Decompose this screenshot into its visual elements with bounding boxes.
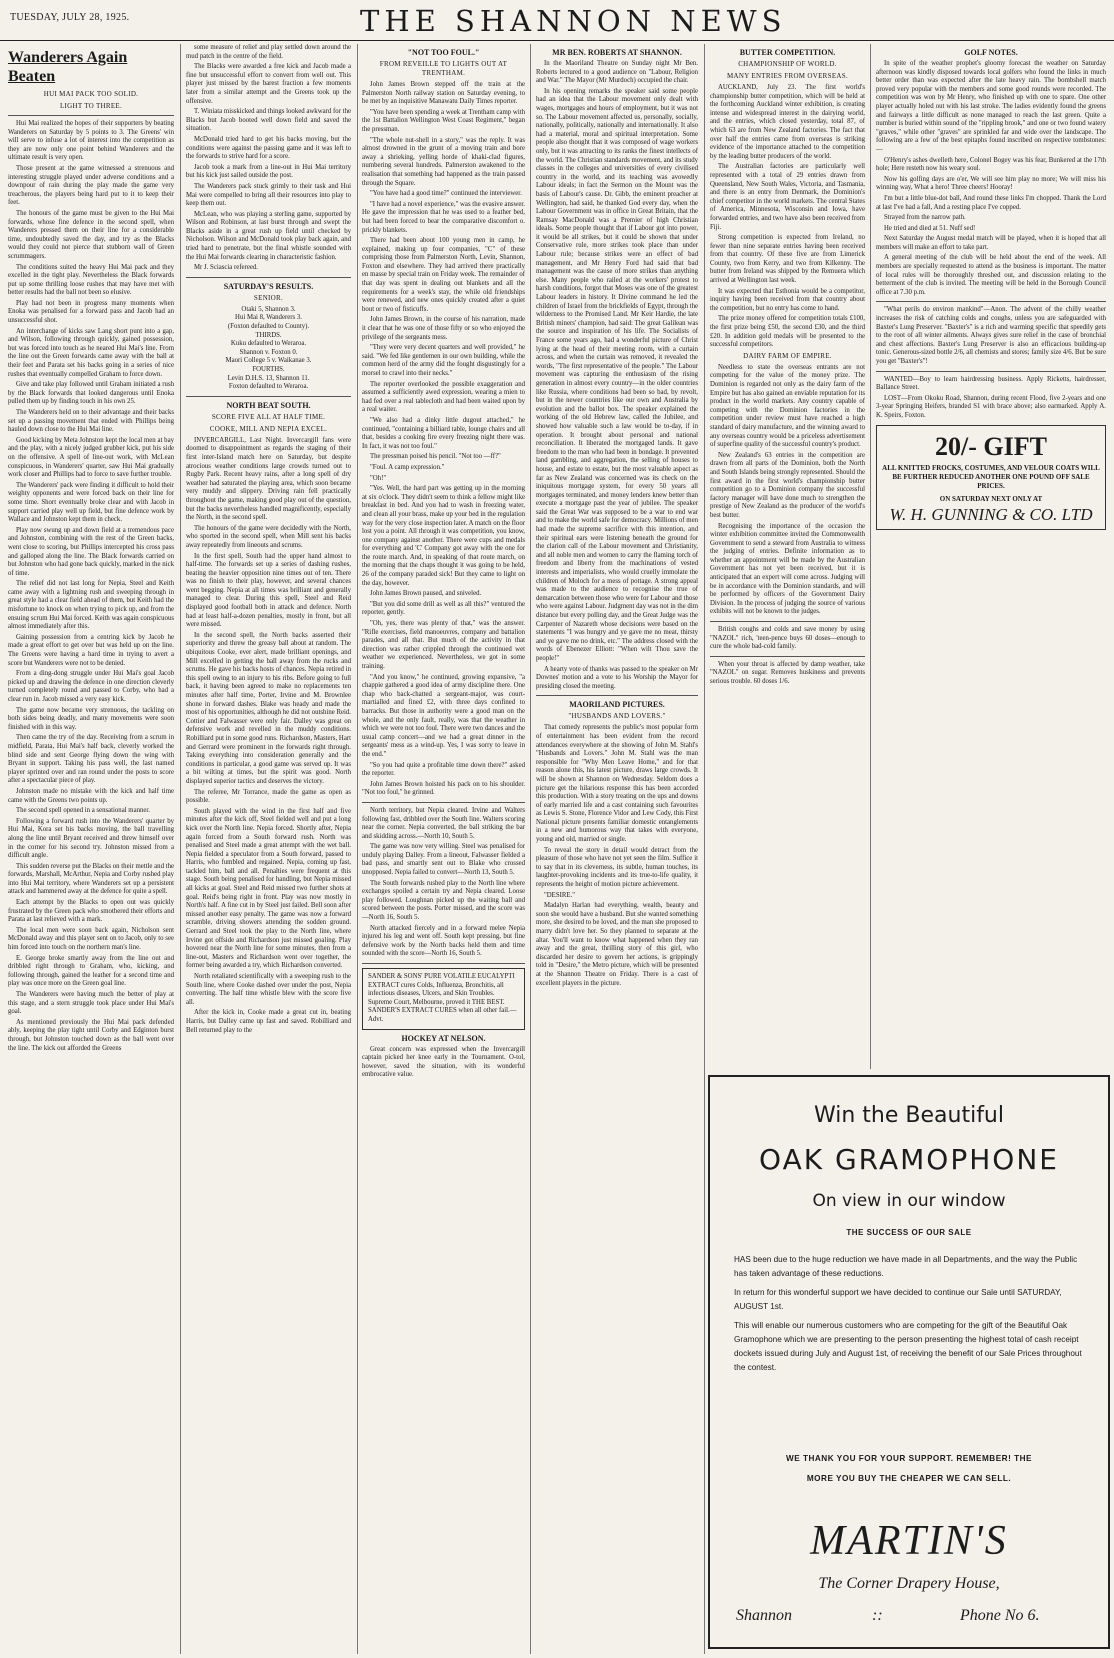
- article-paragraph: This sudden reverse put the Blacks on their mettle and the forwards, Marshall, McArthur, Nepia and Corby rushed play into Hui Mai territory, where Wanderers set up a persistent attack and hammered away at the defence for quite a spell.: [8, 862, 174, 896]
- article-paragraph: Gaining possession from a centring kick by Jacob he made a great effort to get over but was held up on the line. The Greens were having a hard time in trying to avert a score but Wanderers were not to be denied.: [8, 633, 174, 667]
- article-paragraph: The Wanderers' pack were finding it difficult to hold their weighty opponents and were forced back on their line for some time. Short eventually broke clear and with Jacob in support carried play well up field, but fine defence work by Wallace and Johnston kept them in check.: [8, 481, 174, 524]
- separator: [876, 301, 1106, 302]
- article-paragraph: Jacob took a mark from a line-out in Hui Mai territory but his kick just sailed outside the post.: [186, 163, 351, 180]
- separator: [186, 277, 351, 278]
- article-paragraph: "And you know," he continued, growing expansive, "a chappie gathered a good idea of army discipline there. One chap who back-chatted a sergeant-major, was court-martialled and fined £2, with three days confined to barracks. But those in authority were a good man on the whole, and the only fault, really, was that the weather in which we were not too foul. There were two dances and the usual camp concert—and we had a great dinner in the sergeants' mess as a wind-up. Yes, I was sorry to leave in the end.": [362, 673, 525, 758]
- gram-win-line: Win the Beautiful: [813, 1103, 1004, 1128]
- separator: [186, 396, 351, 397]
- article-paragraph: In his opening remarks the speaker said some people had an idea that the Labour movement only dealt with wages, mortgages and hours of employment, but it was not so. The Labour movement affected us, personally, socially, nationally, politically, nationally and internationally. It also had a material, moral and spiritual interpretation. Some people also thought that it was composed of wage workers only, but it was attracting to its ranks the finest intellects of the world. The Christian standards movement, and its study classes in the colleges and universities of every civilised country in the world, and its teaching was avowedly Labour ideals; in fact the Sermon on the Mount was the basis of Labour's cause. Dr. Gibb, the eminent preacher at Wellington, had said, he thanked God every day, when the Labour Government was in office in Great Britain, that the Ramsay MacDonald was a Premier of high Christian ideals. Some people thought that if Labour got into power, it would be all strikes, but it could be shown that under Conservative rule, more strikes took place than under Labour rule; because strikes were an effect of bad management, and Mr Henry Ford had said that bad management was the cause of more strikes than anything else. Many people who railed at the workers' protest to harsh conditions, forgot that Moses was one of the greatest Labour leaders in history. It Divine command he led the children of Israel from the brickfields of Egypt, through the wilderness to the Promised Land. Mr Keir Hardie, the late British miners' champion, had said: The great Galilean was the source and inspiration of his life. The Socialists of France some years ago, had a wonderful picture of Christ lying at the head of their meeting room, with a curtain across, and when the curtain was removed, it revealed the words, "The first representative of the people." The Labour movement was capturing the enthusiasm of the rising generation in almost every country—in the older countries like Russia, where conditions had been so bad, by revolt, but in the newer countries like our own and Australia by evolution and the ballot box. The speaker explained the working of the old Hebrew law, called the Jubilee, and showed how valuable such a law would be to-day, if in operation. It brought about personal and national reconciliation. It liberated the mortgaged lands. It gave freedom to the man who had been in bondage. It prevented land gambling, and aggregation, the selling of houses to house, and estate to estate, but the most valuable aspect as far as New Zealand was concerned was its check on the iniquitous mortgage system, for every 50 years all mortgages terminated, and money lenders knew better than execute a mortgage past the year of jubilee. The speaker said the Great War was supposed to be a war to end war and to make the world safe for democracy. Millions of men had made the supreme sacrifice with this intention, and their spiritual ears were listening beneath the ground for the clarion call of the Labour movement and Christianity, and all noble men and women to carry the flaming torch of freedom and liberty from the machinations of vested interests and imperialists, who would cruelly immolate the children of Moloch for a mess of pottage. A strong appeal was made to the audience to recognise the true of demarcation between those who were for Labour and those who were against Labour. Judgment day was not in the dim distance but every polling day, and the Great Judge was the Carpenter of Nazareth whose decisions were based on the statements "I was hungry and ye gave me no meat, thirsty and ye gave me no drink, etc." The address closed with the words of Ebenezer Elliott: "When wilt Thou save the people!": [536, 87, 698, 662]
- gram-paragraph: HAS been due to the huge reduction we have made in all Departments, and the way the Public has taken advantage of these reductions.: [734, 1255, 1078, 1278]
- gram-thanks: [710, 1449, 1108, 1489]
- headline-wanderers: Wanderers Again Beaten: [8, 49, 128, 85]
- article-paragraph: Play now swung up and down field at a tremendous pace and Johnston, combining with the rest of the Green backs, went close to scoring, but Phillips intercepted his cross pass and galloped along the line. The Black forwards carried on but Johnston who had gone back quickly, marked in the nick of time.: [8, 526, 174, 577]
- headline-ben-roberts: MR BEN. ROBERTS AT SHANNON.: [552, 48, 682, 57]
- article-body: [362, 807, 525, 959]
- article-paragraph: North retaliated scientifically with a sweeping rush to the South line, where Cooke dashed over under the post, Nepia converting. The half time whistle blew with the score five all.: [186, 973, 351, 1006]
- issue-date: TUESDAY, JULY 28, 1925.: [10, 12, 130, 23]
- separator: [362, 963, 525, 964]
- article-paragraph: Needless to state the overseas entrants are not competing for the value of the money prize. The Dominion is regarded not only as the dairy farm of the Empire but has also gained an enviable reputation for its product in the world markets. Any country capable of competing with the Dominion factories in the competition under review must have reached a high standard of dairy manufacture, and the winning award to any overseas country would be a priceless advertisement of superfine quality of the successful country's product.: [710, 363, 865, 449]
- article-paragraph: Great concern was expressed when the Invercargill captain picked her knee early in the Tournament. O-tol, however, saved the situation, with its wonderful embrocative value.: [362, 1045, 525, 1079]
- article-paragraph: He tried and died at 51. Nuff sed!: [884, 224, 976, 232]
- article-paragraph: "The whole nut-shell in a story," was the reply. It was almost drowned in the grunt of a moving train and bore away a shrieking, yelling horde of khaki-clad figures, numbering several hundreds. Palmerston awakened to the realisation that something had happened as the train passed through the Square.: [362, 136, 525, 187]
- article-paragraph: "So you had quite a profitable time down there?" asked the reporter.: [362, 761, 525, 778]
- gram-paragraph: In return for this wonderful support we have decided to continue our Sale until SATURDAY, AUGUST 1st.: [734, 1288, 1062, 1311]
- article-body: [710, 364, 865, 617]
- separator: [710, 621, 865, 622]
- subhead: LIGHT TO THREE.: [59, 102, 123, 110]
- gift-details: ALL KNITTED FROCKS, COSTUMES, AND VELOUR COATS WILL BE FURTHER REDUCED ANOTHER ONE POUND OFF SALE PRICES.: [882, 463, 1100, 490]
- headline-butter-competition: BUTTER COMPETITION.: [739, 48, 836, 57]
- column-roberts-lecture: [536, 44, 698, 1656]
- article-paragraph: The Australian factories are particularly well represented with a total of 29 entries drawn from Queensland, New South Wales, Victoria, and Tasmania, and there is an entry from Denmark, the Dominion's chief competitor in the world markets. The central States of America, Minnesota, Wisconsin and Iowa, have forwarded entries, and two have also been received from Fiji.: [710, 163, 865, 231]
- article-paragraph: "They were very decent quarters and well provided," he said. "We fed like gentlemen in our own building, while the common herd of the army did the fought disgustingly for a morsel to crawl into their necks.": [362, 344, 525, 377]
- article-paragraph: McDonald tried hard to get his backs moving, but the conditions were against the passing game and it was left to the forwards to strive hard for a score.: [186, 135, 351, 161]
- article-paragraph: The Wanderers were having much the better of play at this stage, and a stern struggle took place under Hui Mai's goal.: [8, 991, 174, 1016]
- gram-success-heading: THE SUCCESS OF OUR SALE: [846, 1228, 972, 1237]
- gram-store-tagline: The Corner Drapery House,: [818, 1575, 1000, 1592]
- article-paragraph: The prize money offered for competition totals £100, the first prize being £50, the second £30, and the third £20. In addition gold medals will be presented to the successful competitors.: [710, 315, 865, 349]
- article-paragraph: The pressman poised his pencil. "Not too —ff?": [370, 453, 501, 461]
- article-paragraph: "But you did some drill as well as all this?" ventured the reporter, gently.: [362, 600, 525, 617]
- headline-not-too-foul: "NOT TOO FOUL.": [407, 48, 480, 57]
- article-paragraph: Play had not been in progress many moments when Enoka was penalised for a forward pass and Jacob had an unsuccessful shot.: [8, 299, 174, 325]
- advert-nazol-throat: When your throat is affected by damp weather, take "NAZOL" on sugar. Removes huskiness and prevents serious trouble. 60 doses 1/6.: [710, 660, 865, 685]
- article-paragraph: Then came the try of the day. Receiving from a scrum in midfield, Parata, Hui Mai's half back, cleverly worked the blind side and sent George flying down the wing with Bryant in support. Taking his pass well, the last named player sprinted over and ran round under the posts to score after a spectacular piece of play.: [8, 734, 174, 785]
- result-line: Hui Mai 8, Wanderers 3.: [235, 314, 302, 322]
- article-paragraph: The game now became very strenuous, the tackling on both sides being deadly, and many movements were soon finished with in this way.: [8, 706, 174, 731]
- article-paragraph: A hearty vote of thanks was passed to the speaker on Mr Downes' motion and a vote to his Worship the Mayor for presiding closed the meeting.: [536, 665, 698, 690]
- subhead: "HUSBANDS AND LOVERS.": [568, 712, 666, 721]
- article-paragraph: "Yes. Well, the hard part was getting up in the morning at six o'clock. They didn't seem to think a fellow might like breakfast in bed. And you had to wash in freezing water, and clean all your brass, make up your bed in the regulation way for the very close inspection later. A match on the floor lost you a point. All through it was competition, you know, one company against another. There were cups and medals for everything and 'C' Company got away with the one for the route march. And, in speaking of that route march, on the morning that the chaps thought it was going to be held, 26 of the company paraded sick! But they came to light on the day, however.: [362, 485, 525, 587]
- headline-saturday-results: SATURDAY'S RESULTS.: [223, 281, 314, 291]
- article-paragraph: In spite of the weather prophet's gloomy forecast the weather on Saturday afternoon was kindly disposed towards local golfers who found the links in much better order than was expected after the late heavy rain. The bombshell match proved very popular with the members and some good rounds were recorded. The competition was won by Mr Henry, who finished up with one to spare. One other player actually holed out with his last stroke. The ladies evidently found the greens and fairways a little difficult as none managed to reach the last green. Quite a number is buried within sound of the "rippling brook," and one or two found watery "graves," while other "graves" are sprinkled far and wide over the landscape. The following are a few of the best epitaphs found inscribed on respective tombstones:—: [876, 60, 1106, 153]
- article-body: [186, 437, 351, 1035]
- article-paragraph: John James Brown, in the course of his narration, made it clear that he was one of those fifty or so who enjoyed the privilege of the sergeants mess.: [362, 316, 525, 341]
- article-paragraph: Madalyn Harlan had everything, wealth, beauty and soon she would have a husband. But she wanted something more, she desired to be loved, and the man she proposed to marry didn't love her. So they planned to separate at the altar. You'll want to know what happened when they ran away and the great, thrilling story of this girl, who discarded her desire to govern her actions, is grippingly told in "Desire," the Metro picture, which will be presented at the Shannon Theatre on Friday. There is a cast of excellent players in the picture.: [536, 902, 698, 987]
- gram-thanks-line: WE THANK YOU FOR YOUR SUPPORT. REMEMBER! THE: [786, 1454, 1032, 1463]
- article-paragraph: It was expected that Esthonia would be a competitor, inquiry having been received from that country about the competition, but no entry has come to hand.: [710, 287, 865, 312]
- column-butter: [710, 44, 865, 1069]
- article-body: [876, 60, 1106, 297]
- article-body: [362, 81, 525, 798]
- separator: [8, 115, 174, 116]
- gift-when: ON SATURDAY NEXT ONLY AT: [939, 494, 1043, 503]
- gram-town: Shannon: [736, 1607, 792, 1624]
- article-paragraph: Strong competition is expected from Ireland, no fewer than nine separate entries having been received from that country. Of these five are from Limerick County, two from Kerry, and two from Kilkenny. The butter from Ireland was shipped by the Remuera which arrived at Wellington last week.: [710, 234, 865, 285]
- article-paragraph: O'Henry's ashes dwelleth here, Colonel Bogey was his fear, Bunkered at the 17th hole; Here resteth now his weary soul.: [876, 156, 1106, 173]
- article-paragraph: Next Saturday the August medal match will be played, when it is hoped that all members will make an effort to take part.: [876, 235, 1106, 251]
- headline-golf-notes: GOLF NOTES.: [964, 48, 1018, 57]
- article-paragraph: Following a forward rush into the Wanderers' quarter by Hui Mai, Kora set his backs moving, the ball travelling along the line until Bryant received and threw himself over in the corner for his second try. Johnston missed from a difficult angle.: [8, 817, 174, 860]
- article-paragraph: The conditions suited the heavy Hui Mai pack and they excelled in the tight play. Nevertheless the Black forwards put up some thrilling loose rushes that may have met with better results had the ball not been so elusive.: [8, 263, 174, 297]
- classified-wanted: WANTED—Boy to learn hairdressing business. Apply Ricketts, hairdresser, Ballance Street.: [876, 375, 1106, 392]
- gram-body: [734, 1253, 1084, 1380]
- article-paragraph: McLean, who was playing a sterling game, supported by Wilson and Robinson, at last burst through and swept the Blacks aside in a great rush up field until checked by Nicholson. Wilson and McDonald took play back again, and tried hard to penetrate, but the final whistle sounded with the Hui Mai forwards clearing in characteristic fashion.: [186, 210, 351, 261]
- article-body: [8, 120, 174, 1053]
- subhead: CHAMPIONSHIP OF WORLD.: [738, 60, 837, 68]
- article-paragraph: The referee, Mr Torrance, made the game as open as possible.: [186, 788, 351, 805]
- article-paragraph: "You have had a good time?" continued the interviewer.: [370, 190, 522, 198]
- article-paragraph: In the Maoriland Theatre on Sunday night Mr Ben. Roberts lectured to a good audience on "Labour, Religion and War." The Mayor (Mr Murdoch) occupied the chair.: [536, 60, 698, 85]
- article-paragraph: To reveal the story in detail would detract from the pleasure of those who have not yet seen the film. Suffice it to say that in its cleverness, its subtle, human touches, its laughter-provoking incidents and its true-to-life quality, it represents the height of motion picture achievement.: [536, 846, 698, 889]
- article-paragraph: John James Brown hoisted his pack on to his shoulder. "Not too foul," he grinned.: [362, 780, 525, 797]
- article-paragraph: In the second spell, the North backs asserted their superiority and threw the greasy ball about at random. The ubiquitous Cooke, ever alert, made brilliant openings, and Mill excelled in getting the ball away from the rucks and scrums. He gave his backs hosts of chances. Nepia retired in this spell owing to an injury to his ribs. Before going to full back, it having been agreed to make no replacements ten minutes after half time, Porter, Irvine and M. Brownlee shone in forward dashes. Blake was heady and made the most of his opportunities, although he did not outshine Reid. Cottier and Falwasser were only fair. Dalley was great on defensive work and revelled in the muddy conditions. Robilliard put in some good runs. Richardson, Masters, Hart and Gerrard were prominent in the forwards right through. Taking everything into consideration generally and the conditions in particular, a good game was served up. It was a bit wilting at times, but the spirit was good. North displayed superior tactics and deserves the victory.: [186, 631, 351, 785]
- gram-title: OAK GRAMOPHONE: [759, 1143, 1059, 1176]
- article-paragraph: After the kick in, Cooke made a great cut in, beating Harris, but Dalley came up fast and saved. Robilliard and Bell returned play to the: [186, 1009, 351, 1034]
- article-paragraph: INVERCARGILL, Last Night. Invercargill fans were doomed to disappointment as regards the staging of their first inter-Island match here on Saturday, but despite atrocious weather conditions large crowds turned out to Rugby Park. Recent heavy rains, after a long spell of dry weather had saturated the playing area, which soon became very muddy and slippery. Driving rain fell practically throughout the game, making good play out of the question, but the backs nevertheless handled magnificently, especially the North, in the second spell.: [186, 436, 351, 522]
- article-paragraph: That comedy represents the public's most popular form of entertainment has been evident from the record attendances everywhere at the showing of John M. Stahl's "Husbands and Lovers." John M. Stahl was the man responsible for "Why Men Leave Home," and for that reason alone this, his latest picture, draws large crowds. It will be shown at Shannon on Wednesday. Seldom does a picture get the hilarious response this has been accorded this production. With a story treating on the ups and downs of early married life and a cast containing such favourites as Lewis S. Stone, Florence Vidor and Lew Cody, this First National picture presents familiar domestic entanglements in a new and humorous way that takes with everyone, young and old, married or single.: [536, 724, 698, 844]
- subhead: MANY ENTRIES FROM OVERSEAS.: [726, 72, 849, 80]
- subhead-senior: SENIOR.: [253, 293, 284, 302]
- result-line: FOURTHS.: [252, 366, 285, 373]
- article-paragraph: Those present at the game witnessed a strenuous and interesting struggle played under adverse conditions and a downpour of rain during the play made the game very treacherous, the players being hard put to it to keep their feet.: [8, 164, 174, 207]
- article-paragraph: The Wanderers pack stuck grimly to their task and Hui Mai were compelled to bring all their resources into play to keep them out.: [186, 182, 351, 208]
- article-paragraph: North territory, but Nepia cleared. Irvine and Walters following fast, dribbled over the South line. Walters scoring near the corner. Nepia converted, the ball striking the bar and skidding across.—North 10, South 5.: [362, 806, 525, 840]
- article-paragraph: "DESIRE.": [544, 891, 576, 899]
- article-body: [186, 44, 351, 273]
- gram-paragraph: This will enable our numerous customers who are competing for the gift of the Beautiful Oak Gramophone which we are presenting to the person presenting the highest total of cash receipt dockets issued during July and August 1st, of receiving the benefit of our Sale Prices throughout the contest.: [734, 1321, 1082, 1372]
- subhead: FROM REVEILLE TO LIGHTS OUT AT TRENTHAM.: [379, 60, 508, 77]
- article-paragraph: In the first spell, South had the upper hand almost to half-time. The forwards set up a series of dashing rushes, beating the heavier opposition nine times out of ten. There was no finish to their play, however, and several chances went begging. Nepia at all times was brilliant and generally managed to clear. During this spell, Steel and Reid displayed good football both in attack and defence. North had at least half-a-dozen penalties, mostly in front, but all were missed.: [186, 552, 351, 629]
- column-wanderers-report: [8, 44, 174, 1656]
- article-paragraph: The South forwards rushed play to the North line where exchanges spoiled a certain try and Nepia cleared. Loose play followed. Loughnan picked up the waiting ball and scored between the posts. Porter missed, and the score was—North 16, South 5.: [362, 879, 525, 922]
- article-paragraph: A general meeting of the club will be held about the end of the week. All members are specially requested to attend as the business is important. The matter of local rules will be thoroughly threshed out, and discussion relating to the betterment of the club is invited. The meeting will be held in the Borough Council office at 7.30 p.m.: [876, 254, 1106, 296]
- article-paragraph: The relief did not last long for Nepia, Steel and Keith came away with a lightning rush and sweeping through in great style had a clear field ahead of them, but Keith had the misfortune to knock on when trying to pick up, and from the ensuing scrum Hui Mai forced. Keith was again conspicuous almost immediately after this.: [8, 580, 174, 631]
- result-line: Otaki 5, Shannon 3.: [241, 305, 296, 313]
- separator: [710, 656, 865, 657]
- column-rule: [357, 44, 358, 1654]
- article-paragraph: The local men were soon back again, Nicholson sent McDonald away and this player sent on to Jacob, only to see him forced into touch on the northern man's line.: [8, 926, 174, 952]
- article-paragraph: "You have been spending a week at Trentham camp with the 1st Battalion Wellington West Coast Regiment," began the pressman.: [362, 108, 525, 133]
- article-paragraph: There had been about 100 young men in camp, he explained, making up four companies, "C" of these comprising those from Palmerston North, Levin, Shannon, Foxton and elsewhere. They had arrived there practically en masse by special train on Friday week. The remainder of that day was spent in dealing out blankets and all the requirements for a week's stay, the while old friendships were renewed, and new ones quickly created after a quiet bout or two of fisticuffs.: [362, 237, 525, 313]
- column-rule: [180, 44, 181, 1654]
- article-paragraph: AUCKLAND, July 23. The first world's championship butter competition, which will be held at the forthcoming Auckland winter exhibition, is creating intense and widespread interest in the dairying world, and the entries, which closed yesterday, total 87, of which 63 are from New Zealand factories. The fact that over half the entries came from overseas is striking evidence of the importance attached to the competition by the leading butter producers of the world.: [710, 84, 865, 160]
- article-body: [536, 724, 698, 988]
- separator: [536, 695, 698, 696]
- gram-view-line: On view in our window: [812, 1191, 1006, 1211]
- result-line: Maori College 5 v. Waikanae 3.: [225, 357, 312, 365]
- article-paragraph: New Zealand's 63 entries in the competition are drawn from all parts of the Dominion, both the North and South Islands being strongly represented. Should the first award in the first world's championship butter competition go to a Dominion company the successful factory manager will have done much to strengthen the prestige of New Zealand as the producer of the world's best butter.: [710, 451, 865, 519]
- article-paragraph: some measure of relief and play settled down around the mud patch in the centre of the field.: [186, 44, 351, 60]
- article-paragraph: "We also had a dinky little dugout attached," he continued, "containing a billiard table, lounge chairs and all that, besides a cooking fire every freezing night there was. In fact, it was not too foul.": [362, 416, 525, 450]
- article-paragraph: As mentioned previously the Hui Mai pack defended ably, keeping the play tight until Corby and Edginton burst through, but Johnston touched down as the ball went over the line. The kick out afforded the Greens: [8, 1018, 174, 1052]
- separator: [362, 802, 525, 803]
- article-paragraph: Johnston made no mistake with the kick and half time came with the Greens two points up.: [8, 787, 174, 804]
- separator: [876, 371, 1106, 372]
- subhead: SCORE FIVE ALL AT HALF TIME.: [211, 412, 326, 421]
- article-paragraph: John James Brown paused, and sniveled.: [370, 590, 482, 598]
- article-body: [710, 84, 865, 350]
- headline-maoriland-pictures: MAORILAND PICTURES.: [569, 700, 665, 710]
- advert-gunning-gift: [876, 425, 1106, 530]
- column-rule: [530, 44, 531, 1654]
- subhead: HUI MAI PACK TOO SOLID.: [43, 90, 139, 98]
- article-paragraph: Strayed from the narrow path.: [884, 214, 966, 222]
- article-paragraph: "Oh!": [370, 474, 387, 482]
- article-paragraph: Give and take play followed until Graham initiated a rush by the Black forwards that looked dangerous until Enoka pulled them up by finding touch in his own 25.: [8, 381, 174, 406]
- article-paragraph: The honours of the game must be given to the Hui Mai forwards, whose fine defence in the second spell, when Wanderers pressed them on their line for a considerable time, undoubtedly saved the day, and try as the Blacks would they could not pierce that stubborn wall of Green scrummagers.: [8, 209, 174, 260]
- article-paragraph: North attacked fiercely and in a forward melee Nepia injured his leg and went off. South kept pressing, but fine defensive work by the North backs held them and time sounded with the score—North 16, South 5.: [362, 924, 525, 958]
- article-paragraph: From a ding-dong struggle under Hui Mai's goal Jacob picked up and drawing the defence in one direction cleverly turned completely round and passed to Corby, who had a clear run in. Jacob missed a very easy kick.: [8, 670, 174, 703]
- article-paragraph: E. George broke smartly away from the line out and dribbled right through to Graham, who, kicking, and following through, gained the leather for a second time and play was once more on the Green goal line.: [8, 954, 174, 988]
- article-paragraph: The Blacks were awarded a free kick and Jacob made a fine but unsuccessful effort to convert from well out. This player just missed by the barest fraction a few moments later from a similar attempt and the Greens took up the offensive.: [186, 63, 351, 105]
- results-list: [186, 306, 351, 392]
- gift-firm-name: W. H. GUNNING & CO. LTD: [889, 504, 1093, 524]
- headline-north-beat-south: NORTH BEAT SOUTH.: [226, 400, 311, 410]
- article-paragraph: Good kicking by Meta Johnston kept the local men at bay and the play, with a nicely judged grubber kick, put his side on the offensive. A spell of line-out work, with McLean conspicuous, in Wanderers' quarter, saw Hui Mai gradually work closer and Phillips had to force to save further trouble.: [8, 436, 174, 479]
- advert-nazol: British coughs and colds and save money by using "NAZOL" rich, 'teen-pence buys 60 doses—enough to cure the whole bad-cold family.: [710, 626, 865, 651]
- advert-baxters: "What perils do environ mankind"—Anon. The advent of the chilly weather increases the risk of catching colds and coughs, unless you are safeguarded with Baxter's Lung Preserver. "Baxter's" is a rich and warming specific that speedily gets to the root of all winter ailments. Always gives sure relief in the case of bronchial and chest affections. Baxter's Lung Preserver is also an efficacious building-up tonic. Generous-sized bottle 2/6, all chemists and stores; family size 4/6. But be sure you get "Baxter's"!: [876, 306, 1106, 365]
- article-paragraph: T. Winiata misskicked and things looked awkward for the Blacks but Jacob booted well down field and saved the situation.: [186, 108, 351, 133]
- article-paragraph: Now his golfing days are o'er, We will see him play no more; We will miss his winning way, What a hero! Three cheers! Hooray!: [876, 175, 1106, 192]
- column-rule: [704, 44, 705, 1654]
- advert-sanders-extract: SANDER & SONS' PURE VOLATILE EUCALYPTI EXTRACT cures Colds, Influenza, Bronchitis, all infectious diseases, Ulcers, and Skin Troubles. Supreme Court, Melbourne, proved it THE BEST. SANDER'S EXTRACT CURES when all other fail.—Advt.: [362, 968, 525, 1030]
- article-paragraph: Mr J. Sciascia refereed.: [194, 264, 258, 272]
- article-paragraph: South played with the wind in the first half and five minutes after the kick off, Steel fielded well and put a long kick over the North line. Nepia forced. Shortly after, Nepia again forced from a South forward rush. North was penalised and Steel made a great attempt with the wet ball. Nepia fielded a speculator from a South forward, passed to Harris, who fumbled and regained. Nepia, coming up fast, tackled him, ball and all. Penalties were frequent at this stage. South being penalised for handling, but Nepia missed all kicks at goal. Steel and Reid missed two further shots at goal. Reid's being right in front. Play was now mostly in North's half. A fine cut in by Steel just failed. Bell soon after missed another easy penalty. The game was now a forward scramble, driving showers attending the sodden ground. Gerrard and Steel took the play to the North line, where Irvine got offside and Richardson just missed goaling. Play hovered near the North line for some minutes, then from a line-out, Masters and Richardson went over together, the former being awarded a try, which Richardson converted.: [186, 807, 351, 970]
- article-paragraph: The reporter overlooked the possible exaggeration and assumed a sufficiently awed expression, wearing a mien to had fed over a real tablecloth and had been waited upon by a real waiter.: [362, 380, 525, 414]
- article-body: [536, 60, 698, 691]
- result-line: Foxton defaulted to Weraroa.: [228, 383, 309, 391]
- article-paragraph: I'm but a little blue-dot ball, And round these links I'm chopped. Thank the Lord at last I've had a fall, And a resting place I've copped.: [876, 194, 1106, 211]
- masthead: [0, 0, 1114, 41]
- article-paragraph: "Oh, yes, there was plenty of that," was the answer. "Rifle exercises, field manoeuvres, company and battalion parades, and all that. But much of the activity in that direction was rather crippled through the continued wet weather we experienced. Nevertheless, we got in some training.: [362, 620, 525, 670]
- column-trentham: [362, 44, 525, 1656]
- result-line: (Foxton defaulted to County).: [227, 323, 310, 331]
- gram-store-name: MARTIN'S: [810, 1518, 1008, 1564]
- newspaper-title: THE SHANNON NEWS: [360, 4, 787, 38]
- result-line: Shannon v. Foxton 0.: [239, 348, 298, 356]
- article-paragraph: The Wanderers held on to their advantage and their backs set up a passing movement that ended with Phillips being hauled down close to the Hui Mai line.: [8, 409, 174, 434]
- article-paragraph: "I have had a novel experience," was the evasive answer. He gave the impression that he was used to a feather bed, but had been forced to bear the comparative discomfort o. prickly blankets.: [362, 200, 525, 234]
- article-paragraph: The honours of the game were decidedly with the North, who sported in the second spell, when Mill sent his backs away repeatedly from lineouts and scrums.: [186, 524, 351, 549]
- article-paragraph: An interchange of kicks saw Lang short punt into a gap, and Wilson, following through quickly, gained possession, but was forced into touch as he neared Hui Mai's line. From the line out the Green forwards came away with the ball at their feet and Parata set his backs going in a series of nice rushes that eventually compelled Graham to force down.: [8, 327, 174, 378]
- article-paragraph: Each attempt by the Blacks to open out was quickly frustrated by the Green pack who smothered their efforts and Parata at last relieved with a mark.: [8, 899, 174, 924]
- article-paragraph: "Foul. A camp expression.": [370, 463, 445, 471]
- advert-oak-gramophone: [708, 1075, 1110, 1649]
- article-paragraph: Hui Mai realized the hopes of their supporters by beating Wanderers on Saturday by 5 points to 3. The Greens' win will serve to infuse a lot of interest into the competition as they are now only one point behind Wanderers and the ultimate result is very open.: [8, 120, 174, 162]
- result-line: THIRDS.: [255, 331, 282, 339]
- article-paragraph: The second spell opened in a sensational manner.: [16, 807, 151, 815]
- gram-divider: ::: [872, 1607, 883, 1624]
- article-paragraph: Recognising the importance of the occasion the winter exhibition committee invited the Commonwealth Government to send a steward from Australia to witness the judging of entries. Definite information as to whether an appointment will be made by the Australian Government has not yet been received, but it is anticipated that an expert will come across. Judging will be in accordance with the Dominion standards, and will be performed by officers of the Government Dairy Division. In the process of judging the source of various exhibits will not be known to the judges.: [710, 522, 865, 616]
- column-golf: [876, 44, 1106, 1069]
- gift-amount: 20/- GIFT: [935, 431, 1047, 461]
- subhead: COOKE, MILL AND NEPIA EXCEL.: [209, 424, 328, 433]
- column-rule: [870, 44, 871, 1069]
- subhead-dairy-farm: DAIRY FARM OF EMPIRE.: [743, 351, 832, 360]
- classified-lost: LOST—From Okoku Road, Shannon, during recent Flood, five 2-years and one 3-year Springing Heifers, branded S1 with brace above; also earmarked. Apply A. K. Speirs, Foxton.: [876, 394, 1106, 419]
- result-line: Levin D.H.S. 13, Shannon 11.: [227, 374, 310, 382]
- article-paragraph: The game was now very willing. Steel was penalised for unduly playing Dalley. From a lineout, Falwasser fielded a bad pass, and smartly sent out to Blake who crossed unopposed. Nepia failed to convert—North 13, South 5.: [362, 843, 525, 877]
- article-paragraph: John James Brown stepped off the train at the Palmerston North railway station on Saturday evening, to be met by an inquisitive Manawatu Daily Times reporter.: [362, 81, 525, 106]
- headline-hockey: HOCKEY AT NELSON.: [401, 1033, 486, 1043]
- column-results: [186, 44, 351, 1656]
- gram-phone: Phone No 6.: [960, 1607, 1040, 1624]
- result-line: Kuku defaulted to Weraroa.: [230, 340, 307, 348]
- gram-thanks-line: MORE YOU BUY THE CHEAPER WE CAN SELL.: [806, 1474, 1012, 1483]
